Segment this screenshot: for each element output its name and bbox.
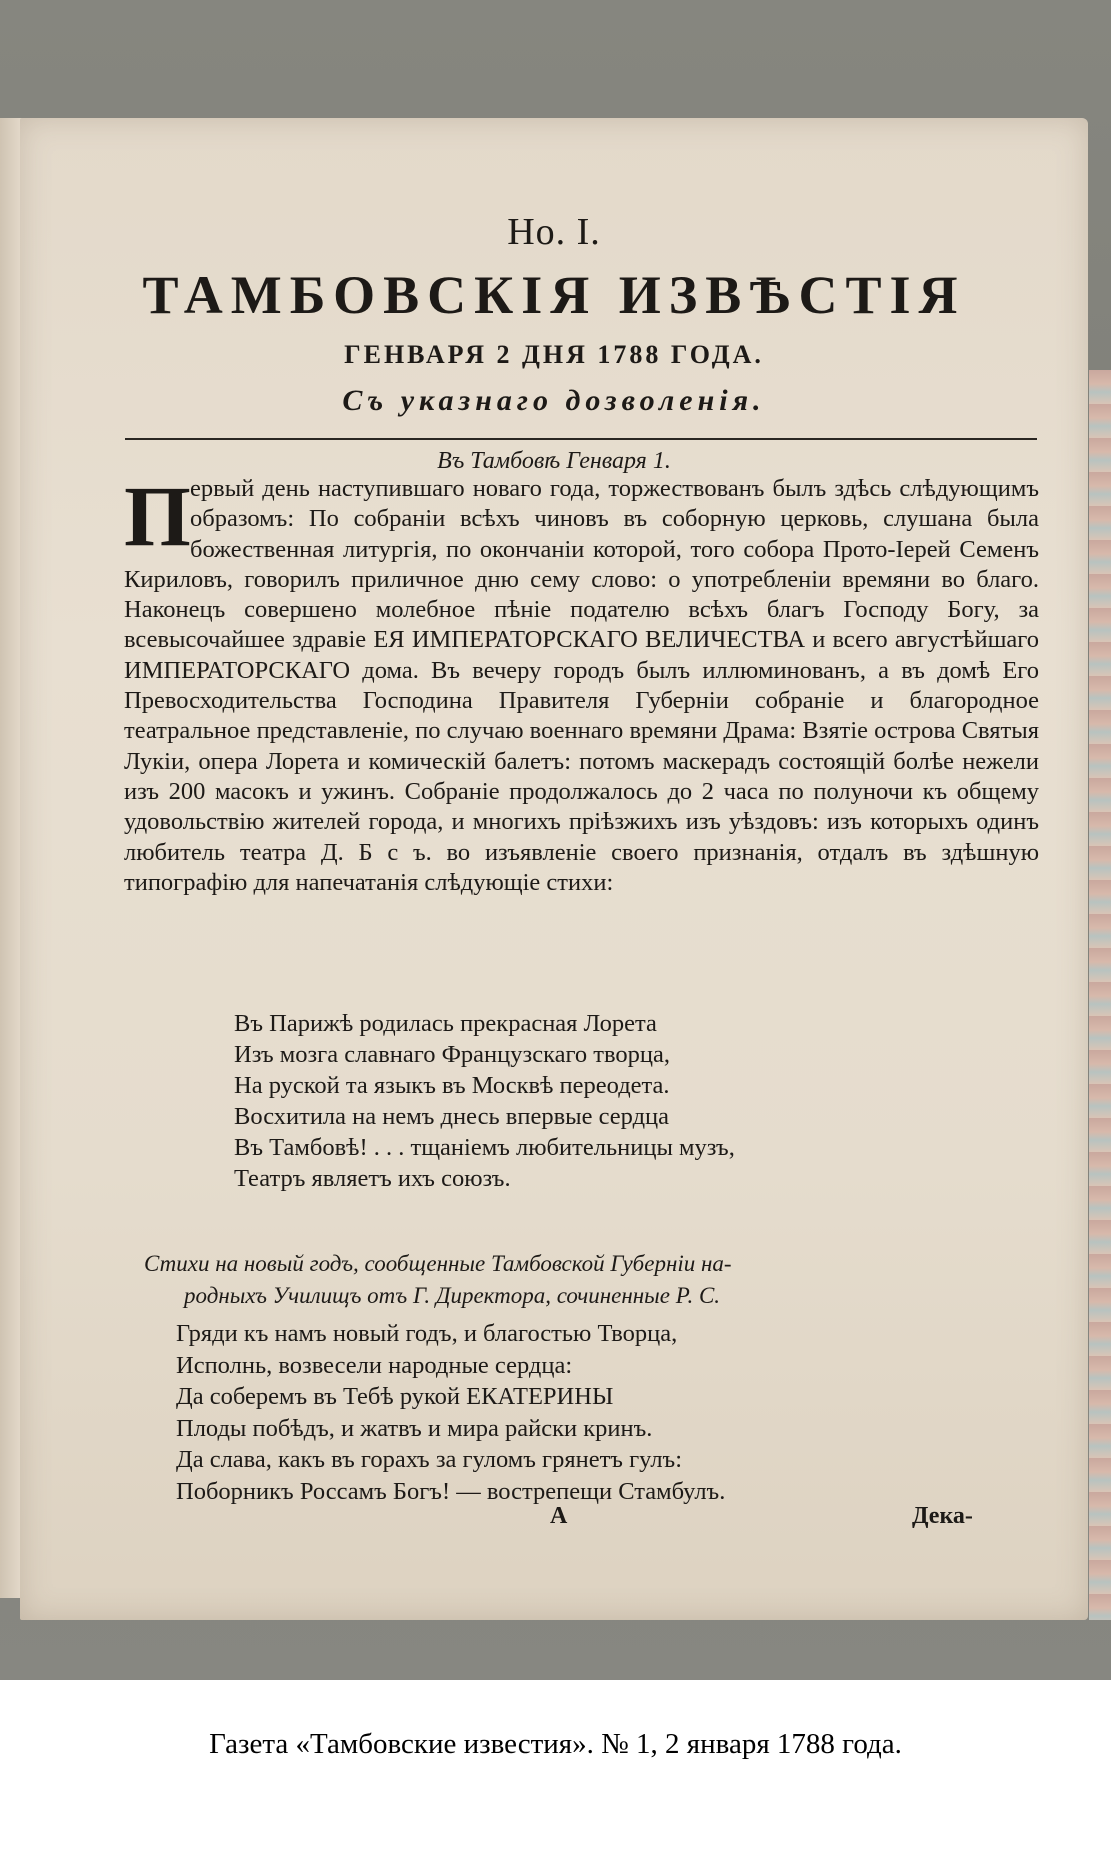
poem-line: Театръ являетъ ихъ союзъ. bbox=[234, 1165, 511, 1192]
poem-new-year bbox=[176, 1318, 1036, 1507]
page-signature: А bbox=[550, 1503, 568, 1529]
newspaper-title: ТАМБОВСКIЯ ИЗВѢСТIЯ bbox=[142, 265, 966, 325]
article-body bbox=[124, 468, 1039, 898]
poem-line: На руской та языкъ въ Москвѣ переодета. bbox=[234, 1072, 670, 1099]
poem-line: Въ Парижѣ родилась прекрасная Лорета bbox=[234, 1010, 657, 1037]
heading-line: родныхъ Училищъ отъ Г. Директора, сочиненные Р. С. bbox=[184, 1283, 721, 1308]
poem-line: Поборникъ Россамъ Богъ! — вострепещи Стамбулъ. bbox=[176, 1477, 726, 1505]
drop-cap: П bbox=[124, 468, 191, 564]
poem-line: Въ Тамбовѣ! . . . тщанiемъ любительницы музъ, bbox=[234, 1134, 735, 1161]
poem-line: Гряди къ намъ новый годъ, и благостью Творца, bbox=[176, 1320, 678, 1347]
poem-line: Да слава, какъ въ горахъ за гуломъ грянетъ гулъ: bbox=[176, 1446, 683, 1473]
poem-line: Исполнь, возвесели народные сердца: bbox=[176, 1351, 573, 1379]
photo-caption: Газета «Тамбовские известия». № 1, 2 января 1788 года. bbox=[209, 1728, 902, 1760]
issue-number: Но. I. bbox=[507, 211, 601, 253]
marbled-page-edge bbox=[1089, 370, 1111, 1620]
poem-new-year-heading bbox=[144, 1248, 1024, 1312]
poem-line: Изъ мозга славнаго Французскаго творца, bbox=[234, 1041, 671, 1068]
poem-line: Да соберемъ въ Тебѣ рукой ЕКАТЕРИНЫ bbox=[176, 1383, 614, 1410]
poem-loreta bbox=[234, 1008, 1034, 1194]
newspaper-page bbox=[20, 118, 1088, 1620]
poem-line: Плоды побѣдъ, и жатвъ и мира райски кринъ. bbox=[176, 1414, 653, 1442]
article-text: ервый день наступившаго новаго года, торжествованъ былъ здѣсь слѣдующимъ образомъ: По собранiи всѣхъ чиновъ въ соборную церковь, слушана была божественная литургiя, по окончанiи которой, того собора Прото-Iерей Семенъ Кириловъ, говорилъ приличное дню сему слово: о употребленiи времяни во благо. Наконецъ совершено молебное пѣнiе подателю всѣхъ благъ Господу Богу, за всевысочайшее здравiе ЕЯ ИМПЕРАТОРСКАГО ВЕЛИЧЕСТВА и всего августѣйшаго ИМПЕРАТОРСКАГО дома. Въ вечеру городъ былъ иллюминованъ, а въ домѣ Его Превосходительства Господина Правителя Губернiи собранiе и благородное театральное представленiе, по случаю военнаго времяни Драма: Взятiе острова Святыя Лукiи, опера Лорета и комическiй балетъ: потомъ маскерадъ состоящiй болѣе нежели изъ 200 масокъ и ужинъ. Собранiе продолжалось до 2 часа по полуночи къ общему удовольствiю жителей города, и многихъ прiѣзжихъ изъ уѣздовъ: изъ которыхъ одинъ любитель театра Д. Б с ъ. во изъявленiе своего признанiя, отдалъ въ здѣшную типографiю для напечатанiя слѣдующiе стихи: bbox=[124, 475, 1039, 896]
issue-date: ГЕНВАРЯ 2 ДНЯ 1788 ГОДА. bbox=[344, 340, 764, 369]
heading-line: Стихи на новый годъ, сообщенные Тамбовской Губернiи на- bbox=[144, 1251, 732, 1276]
catchword: Дека- bbox=[912, 1503, 973, 1529]
article-dateline: Въ Тамбовѣ Генваря 1. bbox=[437, 448, 671, 474]
poem-line: Восхитила на немъ днесь впервые сердца bbox=[234, 1103, 670, 1130]
masthead-rule bbox=[125, 438, 1037, 440]
permission-line: Съ указнаго дозволенiя. bbox=[342, 384, 766, 417]
